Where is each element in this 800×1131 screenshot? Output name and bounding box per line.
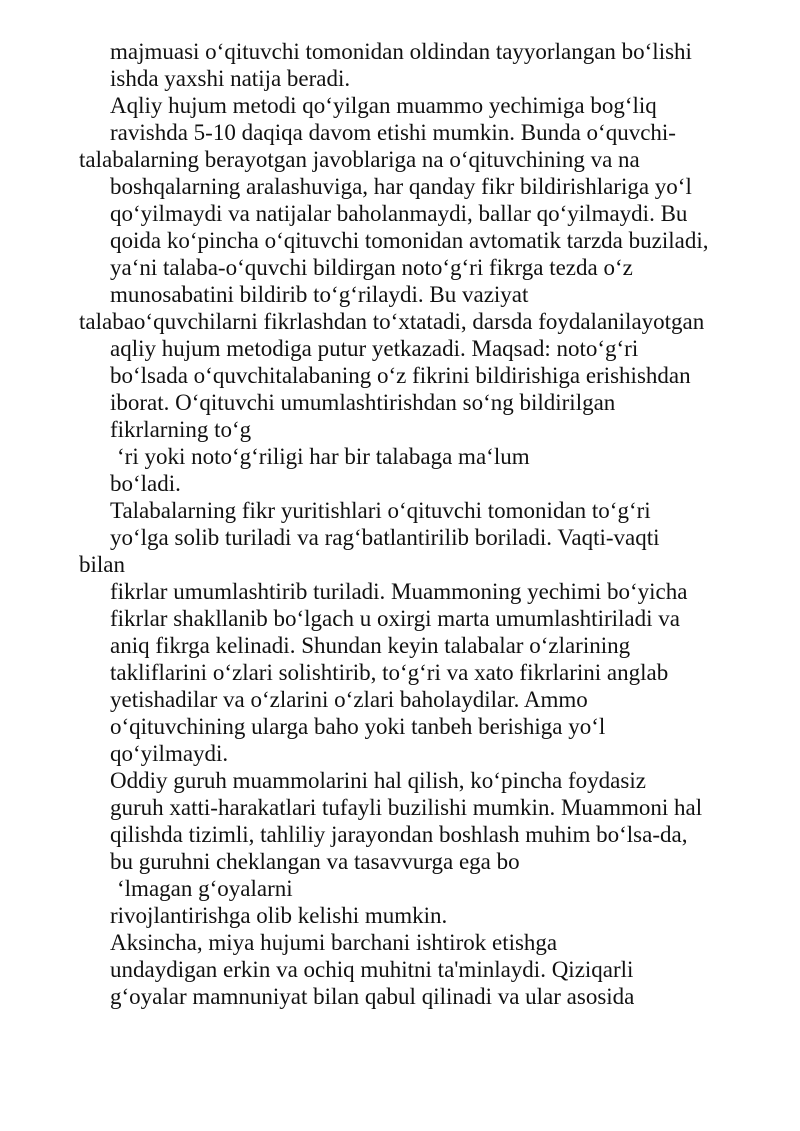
text-line: fikrlar shakllanib bo‘lgach u oxirgi marta umumlashtiriladi va	[110, 606, 680, 631]
text-line: o‘qituvchining ularga baho yoki tanbeh berishiga yo‘l	[110, 714, 606, 739]
text-line: talabao‘quvchilarni fikrlashdan to‘xtatadi, darsda foydalanilayotgan	[79, 309, 705, 334]
text-line: boshqalarning aralashuviga, har qanday fikr bildirishlariga yo‘l	[110, 174, 692, 199]
text-line: rivojlantirishga olib kelishi mumkin.	[110, 903, 448, 928]
text-line: Aksincha, miya hujumi barchani ishtirok etishga	[110, 930, 558, 955]
text-line: qilishda tizimli, tahliliy jarayondan boshlash muhim bo‘lsa-da,	[110, 822, 688, 847]
text-line: yo‘lga solib turiladi va rag‘batlantirilib boriladi. Vaqti-vaqti	[110, 525, 660, 550]
text-line: ishda yaxshi natija beradi.	[110, 66, 351, 91]
text-line: g‘oyalar mamnuniyat bilan qabul qilinadi va ular asosida	[110, 984, 635, 1009]
text-line: iborat. O‘qituvchi umumlashtirishdan so‘ng bildirilgan	[110, 390, 616, 415]
text-line: ‘ri yoki noto‘g‘riligi har bir talabaga ma‘lum	[117, 444, 530, 469]
text-line: Talabalarning fikr yuritishlari o‘qituvchi tomonidan to‘g‘ri	[110, 498, 651, 523]
text-line: Aqliy hujum metodi qo‘yilgan muammo yechimiga bog‘liq	[110, 93, 657, 118]
text-line: qo‘yilmaydi va natijalar baholanmaydi, ballar qo‘yilmaydi. Bu	[110, 201, 688, 226]
text-line: fikrlar umumlashtirib turiladi. Muammoning yechimi bo‘yicha	[110, 579, 688, 604]
text-line: munosabatini bildirib to‘g‘rilaydi. Bu vaziyat	[110, 282, 529, 307]
text-line: fikrlarning to‘g	[110, 417, 252, 442]
text-line: ya‘ni talaba-o‘quvchi bildirgan noto‘g‘ri fikrga tezda o‘z	[110, 255, 633, 280]
text-line: undaydigan erkin va ochiq muhitni ta'minlaydi. Qiziqarli	[110, 957, 634, 982]
text-line: yetishadilar va o‘zlarini o‘zlari baholaydilar. Ammo	[110, 687, 588, 712]
text-line: bo‘lsada o‘quvchitalabaning o‘z fikrini bildirishiga erishishdan	[110, 363, 691, 388]
text-line: ravishda 5-10 daqiqa davom etishi mumkin. Bunda o‘quvchi-	[110, 120, 676, 145]
text-line: majmuasi o‘qituvchi tomonidan oldindan tayyorlangan bo‘lishi	[110, 39, 692, 64]
text-line: aqliy hujum metodiga putur yetkazadi. Maqsad: noto‘g‘ri	[110, 336, 639, 361]
text-line: Oddiy guruh muammolarini hal qilish, ko‘pincha foydasiz	[110, 768, 646, 793]
text-line: bu guruhni cheklangan va tasavvurga ega bo	[110, 849, 520, 874]
text-line: takliflarini o‘zlari solishtirib, to‘g‘ri va xato fikrlarini anglab	[110, 660, 669, 685]
text-line: ‘lmagan g‘oyalarni	[117, 876, 293, 901]
text-line: guruh xatti-harakatlari tufayli buzilishi mumkin. Muammoni hal	[110, 795, 703, 820]
text-line: talabalarning berayotgan javoblariga na o‘qituvchining va na	[79, 147, 640, 172]
text-line: bo‘ladi.	[110, 471, 181, 496]
text-line: bilan	[79, 552, 125, 577]
text-line: qoida ko‘pincha o‘qituvchi tomonidan avtomatik tarzda buziladi,	[110, 228, 709, 253]
text-line: qo‘yilmaydi.	[110, 741, 229, 766]
text-line: aniq fikrga kelinadi. Shundan keyin talabalar o‘zlarining	[110, 633, 631, 658]
